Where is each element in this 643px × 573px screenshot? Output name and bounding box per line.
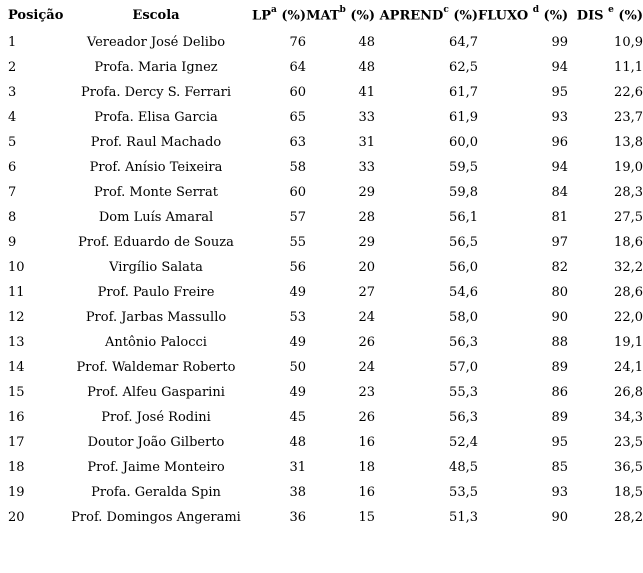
cell-posicao: 1 — [8, 35, 17, 50]
cell-fluxo: 95 — [551, 85, 568, 100]
cell-fluxo: 82 — [551, 260, 568, 275]
table-body — [0, 30, 643, 530]
cell-dis: 19,0 — [614, 160, 643, 175]
cell-dis: 24,1 — [614, 360, 643, 375]
header-fluxo-label: FLUXO — [478, 8, 533, 24]
table-row — [0, 55, 643, 80]
cell-fluxo: 94 — [551, 60, 568, 75]
header-mat-unit: (%) — [345, 8, 375, 24]
cell-lp: 50 — [289, 360, 306, 375]
cell-fluxo: 86 — [551, 385, 568, 400]
cell-fluxo: 85 — [551, 460, 568, 475]
cell-mat: 16 — [358, 435, 375, 450]
cell-posicao: 13 — [8, 335, 25, 350]
cell-posicao: 18 — [8, 460, 25, 475]
cell-escola: Prof. Domingos Angerami — [71, 510, 241, 525]
cell-dis: 19,1 — [614, 335, 643, 350]
header-lp-footnote: a — [270, 4, 277, 15]
cell-escola: Profa. Maria Ignez — [94, 60, 218, 75]
table-row — [0, 330, 643, 355]
cell-escola: Prof. Alfeu Gasparini — [87, 385, 225, 400]
header-aprend — [375, 0, 478, 30]
cell-dis: 28,2 — [614, 510, 643, 525]
cell-lp: 60 — [289, 185, 306, 200]
cell-lp: 58 — [289, 160, 306, 175]
header-dis — [568, 0, 643, 30]
cell-aprend: 48,5 — [449, 460, 478, 475]
cell-dis: 34,3 — [614, 410, 643, 425]
cell-escola: Prof. Jaime Monteiro — [87, 460, 225, 475]
header-mat — [306, 0, 375, 30]
cell-mat: 33 — [358, 160, 375, 175]
cell-mat: 29 — [358, 185, 375, 200]
cell-mat: 24 — [358, 360, 375, 375]
cell-aprend: 62,5 — [449, 60, 478, 75]
header-posicao: Posição — [8, 7, 64, 23]
cell-posicao: 9 — [8, 235, 17, 250]
cell-aprend: 53,5 — [449, 485, 478, 500]
cell-posicao: 2 — [8, 60, 17, 75]
cell-aprend: 51,3 — [449, 510, 478, 525]
cell-posicao: 19 — [8, 485, 25, 500]
cell-mat: 15 — [358, 510, 375, 525]
cell-dis: 13,8 — [614, 135, 643, 150]
cell-lp: 31 — [289, 460, 306, 475]
cell-mat: 26 — [358, 335, 375, 350]
cell-escola: Prof. Jarbas Massullo — [85, 310, 227, 325]
cell-mat: 33 — [358, 110, 375, 125]
cell-aprend: 52,4 — [449, 435, 478, 450]
cell-aprend: 60,0 — [449, 135, 478, 150]
cell-posicao: 4 — [8, 110, 17, 125]
header-mat-label: MAT — [306, 8, 340, 24]
header-dis-label: DIS — [576, 8, 609, 24]
cell-lp: 64 — [289, 60, 306, 75]
cell-escola: Vereador José Delibo — [86, 35, 226, 50]
cell-aprend: 56,5 — [449, 235, 478, 250]
cell-posicao: 6 — [8, 160, 17, 175]
cell-fluxo: 97 — [551, 235, 568, 250]
table-row — [0, 80, 643, 105]
cell-fluxo: 93 — [551, 110, 568, 125]
cell-escola: Virgílio Salata — [109, 260, 203, 275]
cell-dis: 22,6 — [614, 85, 643, 100]
header-dis-unit: (%) — [613, 8, 643, 24]
cell-mat: 26 — [358, 410, 375, 425]
cell-dis: 36,5 — [614, 460, 643, 475]
cell-mat: 23 — [358, 385, 375, 400]
cell-aprend: 61,9 — [449, 110, 478, 125]
cell-mat: 20 — [358, 260, 375, 275]
cell-mat: 29 — [358, 235, 375, 250]
table-row — [0, 480, 643, 505]
cell-fluxo: 89 — [551, 410, 568, 425]
table-row — [0, 130, 643, 155]
cell-fluxo: 96 — [551, 135, 568, 150]
cell-lp: 49 — [289, 335, 306, 350]
cell-escola: Prof. Paulo Freire — [97, 285, 215, 300]
header-row — [0, 0, 643, 30]
table-row — [0, 230, 643, 255]
cell-lp: 65 — [289, 110, 306, 125]
cell-dis: 23,7 — [614, 110, 643, 125]
cell-fluxo: 81 — [551, 210, 568, 225]
cell-dis: 27,5 — [614, 210, 643, 225]
cell-dis: 28,3 — [614, 185, 643, 200]
cell-dis: 18,6 — [614, 235, 643, 250]
header-lp — [248, 0, 306, 30]
table-row — [0, 305, 643, 330]
table-row — [0, 255, 643, 280]
header-fluxo-footnote: d — [532, 4, 540, 15]
cell-aprend: 54,6 — [449, 285, 478, 300]
cell-lp: 60 — [289, 85, 306, 100]
cell-lp: 45 — [289, 410, 306, 425]
header-escola: Escola — [132, 7, 180, 23]
cell-dis: 10,9 — [614, 35, 643, 50]
cell-lp: 63 — [289, 135, 306, 150]
cell-fluxo: 99 — [551, 35, 568, 50]
table-row — [0, 205, 643, 230]
cell-dis: 32,2 — [614, 260, 643, 275]
header-aprend-footnote: c — [443, 4, 449, 15]
cell-mat: 24 — [358, 310, 375, 325]
cell-fluxo: 95 — [551, 435, 568, 450]
cell-lp: 49 — [289, 385, 306, 400]
cell-dis: 28,6 — [614, 285, 643, 300]
table-row — [0, 430, 643, 455]
cell-mat: 16 — [358, 485, 375, 500]
cell-fluxo: 90 — [551, 310, 568, 325]
cell-dis: 18,5 — [614, 485, 643, 500]
cell-posicao: 10 — [8, 260, 25, 275]
table-row — [0, 355, 643, 380]
cell-dis: 22,0 — [614, 310, 643, 325]
table-row — [0, 155, 643, 180]
cell-fluxo: 90 — [551, 510, 568, 525]
cell-fluxo: 80 — [551, 285, 568, 300]
table-row — [0, 505, 643, 530]
cell-mat: 18 — [358, 460, 375, 475]
cell-posicao: 15 — [8, 385, 25, 400]
header-dis-footnote: e — [608, 4, 614, 15]
cell-escola: Prof. Waldemar Roberto — [76, 360, 236, 375]
cell-posicao: 11 — [8, 285, 25, 300]
cell-aprend: 56,3 — [449, 335, 478, 350]
cell-posicao: 5 — [8, 135, 17, 150]
cell-lp: 48 — [289, 435, 306, 450]
header-aprend-label: APREND — [379, 8, 444, 24]
table-row — [0, 380, 643, 405]
cell-mat: 48 — [358, 35, 375, 50]
cell-posicao: 12 — [8, 310, 25, 325]
table-row — [0, 455, 643, 480]
cell-lp: 49 — [289, 285, 306, 300]
cell-escola: Profa. Elisa Garcia — [94, 110, 218, 125]
cell-dis: 26,8 — [614, 385, 643, 400]
cell-mat: 31 — [358, 135, 375, 150]
cell-mat: 28 — [358, 210, 375, 225]
cell-posicao: 17 — [8, 435, 25, 450]
cell-lp: 36 — [289, 510, 306, 525]
cell-lp: 56 — [289, 260, 306, 275]
table-row — [0, 280, 643, 305]
cell-posicao: 20 — [8, 510, 25, 525]
cell-dis: 11,1 — [614, 60, 643, 75]
cell-escola: Prof. José Rodini — [101, 410, 211, 425]
table-row — [0, 30, 643, 55]
cell-posicao: 14 — [8, 360, 25, 375]
cell-fluxo: 84 — [551, 185, 568, 200]
cell-aprend: 59,8 — [449, 185, 478, 200]
cell-lp: 53 — [289, 310, 306, 325]
cell-mat: 48 — [358, 60, 375, 75]
cell-aprend: 59,5 — [449, 160, 478, 175]
cell-escola: Prof. Anísio Teixeira — [89, 160, 223, 175]
cell-escola: Doutor João Gilberto — [87, 435, 225, 450]
cell-posicao: 3 — [8, 85, 17, 100]
header-lp-label: LP — [252, 8, 271, 24]
cell-escola: Prof. Eduardo de Souza — [78, 235, 234, 250]
cell-aprend: 64,7 — [449, 35, 478, 50]
cell-posicao: 16 — [8, 410, 25, 425]
cell-aprend: 58,0 — [449, 310, 478, 325]
cell-lp: 57 — [289, 210, 306, 225]
cell-escola: Profa. Dercy S. Ferrari — [81, 85, 231, 100]
cell-aprend: 56,0 — [449, 260, 478, 275]
cell-lp: 38 — [289, 485, 306, 500]
table-row — [0, 405, 643, 430]
cell-lp: 76 — [289, 35, 306, 50]
cell-aprend: 61,7 — [449, 85, 478, 100]
cell-fluxo: 89 — [551, 360, 568, 375]
cell-posicao: 8 — [8, 210, 17, 225]
cell-escola: Prof. Monte Serrat — [94, 185, 218, 200]
cell-lp: 55 — [289, 235, 306, 250]
cell-aprend: 57,0 — [449, 360, 478, 375]
table-row — [0, 105, 643, 130]
cell-escola: Dom Luís Amaral — [98, 210, 214, 225]
header-lp-unit: (%) — [276, 8, 306, 24]
cell-posicao: 7 — [8, 185, 17, 200]
cell-fluxo: 93 — [551, 485, 568, 500]
header-aprend-unit: (%) — [448, 8, 478, 24]
cell-aprend: 55,3 — [449, 385, 478, 400]
cell-aprend: 56,1 — [449, 210, 478, 225]
cell-escola: Profa. Geralda Spin — [91, 485, 221, 500]
cell-escola: Prof. Raul Machado — [90, 135, 222, 150]
cell-aprend: 56,3 — [449, 410, 478, 425]
table-row — [0, 180, 643, 205]
cell-mat: 27 — [358, 285, 375, 300]
header-fluxo — [478, 0, 568, 30]
cell-escola: Antônio Palocci — [105, 335, 207, 350]
cell-fluxo: 94 — [551, 160, 568, 175]
cell-mat: 41 — [358, 85, 375, 100]
cell-fluxo: 88 — [551, 335, 568, 350]
header-mat-footnote: b — [339, 4, 346, 15]
cell-dis: 23,5 — [614, 435, 643, 450]
header-fluxo-unit: (%) — [539, 8, 569, 24]
